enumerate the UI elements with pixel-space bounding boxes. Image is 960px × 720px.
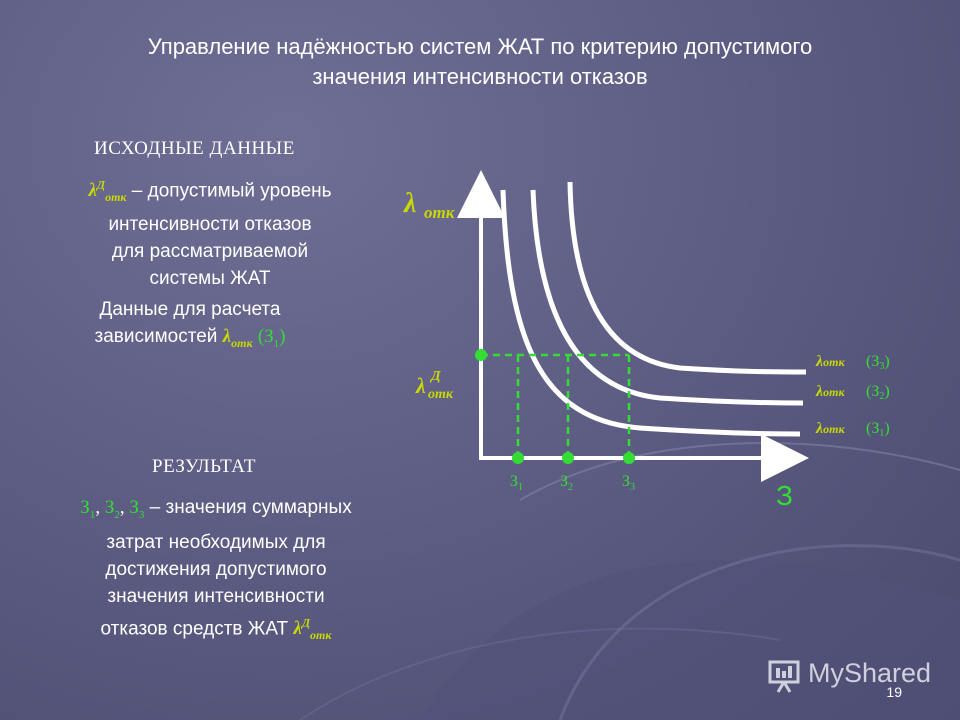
- lambda-otk-symbol: $\lambda_{отк}$: [222, 326, 253, 350]
- curve-z3: [570, 182, 806, 372]
- result-heading: РЕЗУЛЬТАТ: [152, 456, 256, 477]
- curve-label-z3: [815, 353, 890, 372]
- x-marker-z2: $З_2$: [560, 473, 574, 493]
- x-axis-label: З: [776, 480, 793, 511]
- description-line-1: $\lambda^Д_{отк}$ – допустимый уровень: [88, 178, 332, 205]
- description-line-3: для рассматриваемой: [111, 241, 309, 263]
- y-axis-label: λ: [404, 188, 417, 219]
- calc-line-1: Данные для расчета: [99, 299, 281, 320]
- lambda-d-symbol-result: $\lambda^Д_{отк}$: [293, 615, 332, 642]
- curve-label-z1: [815, 420, 890, 439]
- svg-text:λотк: λотк: [816, 353, 845, 370]
- lambda-d-symbol: $\lambda^Д_{отк}$: [88, 178, 127, 205]
- x-marker-z3: $З_3$: [622, 473, 636, 493]
- threshold-label-sup: Д: [431, 369, 441, 384]
- logo-text: MyShared: [808, 658, 932, 688]
- threshold-dot: [475, 349, 487, 361]
- svg-text:λотк: λотк: [816, 420, 845, 437]
- svg-text:(З3): (З3): [866, 353, 890, 372]
- svg-text:(З1): (З1): [866, 420, 890, 439]
- curve-label-z2: [815, 383, 890, 402]
- result-line-1: $З_1$, $З_2$, $З_3$ – значения суммарных: [80, 497, 352, 521]
- title-line-1: Управление надёжностью систем ЖАТ по критерию допустимого: [147, 34, 813, 59]
- x-marker-z1: $З_1$: [510, 473, 524, 493]
- z-values-inline: $З_1$, $З_2$, $З_3$: [80, 497, 145, 521]
- svg-text:(З2): (З2): [866, 383, 890, 402]
- initial-data-heading: ИСХОДНЫЕ ДАННЫЕ: [94, 138, 295, 159]
- result-line-3: достижения допустимого: [105, 558, 327, 580]
- description-line-2: интенсивности отказов: [108, 214, 312, 236]
- z1-inline: $(З_1)$: [257, 326, 286, 350]
- myshared-logo: [768, 656, 948, 696]
- result-line-5: отказов средств ЖАТ $\lambda^Д_{отк}$: [100, 615, 332, 642]
- threshold-label-sub: отк: [428, 387, 453, 402]
- calc-line-2: зависимостей $\lambda_{отк}$ $(З_1)$: [94, 326, 286, 350]
- page-number: 19: [886, 684, 902, 700]
- description-line-4: системы ЖАТ: [149, 268, 271, 290]
- result-line-4: значения интенсивности: [107, 585, 325, 607]
- threshold-label-lambda: λ: [416, 373, 426, 398]
- dot-z3: [623, 452, 635, 464]
- svg-text:λотк: λотк: [816, 383, 845, 400]
- dot-z2: [562, 452, 574, 464]
- result-line-2: затрат необходимых для: [106, 531, 326, 553]
- dot-z1: [512, 452, 524, 464]
- y-axis-sub: отк: [424, 203, 455, 222]
- title-line-2: значения интенсивности отказов: [312, 64, 648, 89]
